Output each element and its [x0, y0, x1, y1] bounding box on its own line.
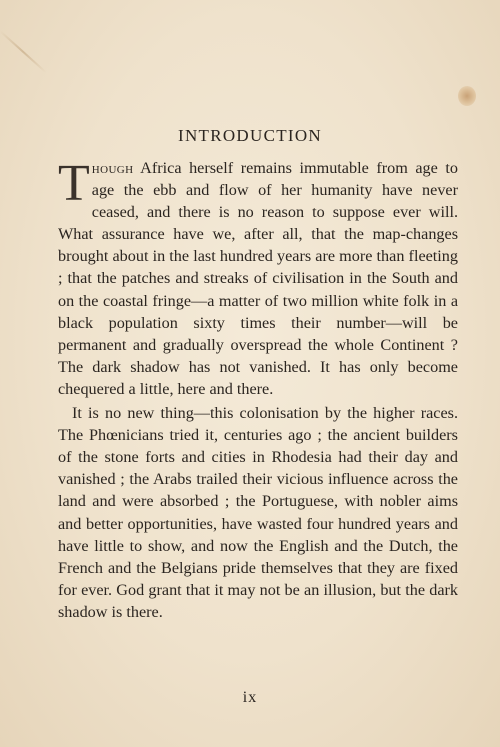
paragraph-2: It is no new thing—this colonisation by the higher races. The Phœnicians tried it, centuries ago ; the ancient builders of the stone forts and cities in Rhodesia had their day and vanished ; the Arabs trailed their vicious influence across the land and were absorbed ; the Portuguese, with nobler aims and better opportunities, have wasted four hundred years and have little to show, and now the English and the Dutch, the French and the Belgians pride themselves that they are fixed for ever. God grant that it may not be an illusion, but the dark shadow is there.	[58, 404, 458, 621]
opening-small-caps: hough	[91, 159, 134, 177]
paragraph-1-text: Africa herself remains immutable from age to age the ebb and flow of her humanity have never ceased, and there is no reason to suppose ever will. What assurance have we, after all, that the map-changes brought about in the last hundred years are more than fleeting ; that the patches and streaks of civilisation in the South and on the coastal fringe—a matter of two million white folk in a black population sixty times their number—will be permanent and gradually overspread the whole Continent ? The dark shadow has not vanished. It has only become chequered a little, here and there.	[58, 159, 458, 398]
body-text	[58, 157, 458, 623]
paper-stain	[458, 86, 476, 106]
paragraph-1	[58, 157, 458, 400]
page-crease	[0, 30, 47, 73]
drop-cap: T	[58, 155, 90, 212]
chapter-heading: INTRODUCTION	[177, 126, 323, 145]
page-number: ix	[242, 689, 258, 706]
